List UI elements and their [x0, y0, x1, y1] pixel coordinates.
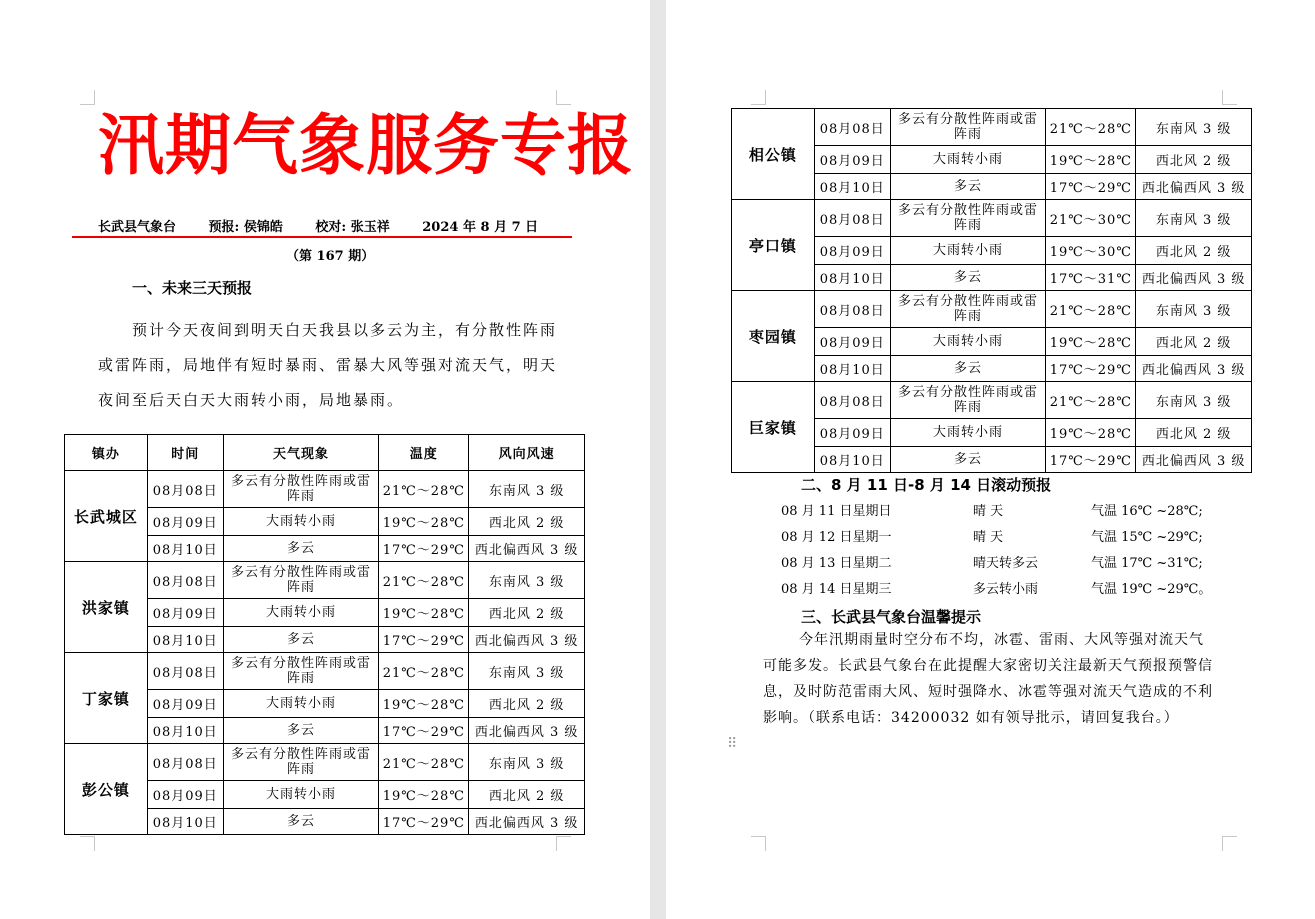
rolling-date: 08 月 13 日星期二	[781, 556, 892, 571]
date-cell: 08月08日	[147, 471, 223, 508]
date-cell: 08月10日	[147, 536, 223, 562]
date-cell: 08月09日	[147, 599, 223, 627]
town-name: 相公镇	[732, 109, 815, 200]
wind-cell: 西北风 2 级	[469, 599, 585, 627]
date-cell: 08月10日	[814, 356, 890, 382]
wind-cell: 东南风 3 级	[469, 744, 585, 781]
crop-mark	[80, 836, 95, 851]
weather-cell: 大雨转小雨	[890, 419, 1046, 447]
weather-cell: 多云有分散性阵雨或雷阵雨	[223, 653, 379, 690]
town-name: 洪家镇	[65, 562, 148, 653]
town-name: 巨家镇	[732, 382, 815, 473]
crop-mark	[556, 836, 571, 851]
warm-tip-paragraph: 今年汛期雨量时空分布不均，冰雹、雷雨、大风等强对流天气可能多发。长武县气象台在此提醒大家密切关注最新天气预报预警信息，及时防范雷雨大风、短时强降水、冰雹等强对流天气造成的不利影响。（联系电话：34200032 如有领导批示，请回复我台。）	[763, 632, 1213, 726]
temperature-cell: 19℃～30℃	[1046, 237, 1136, 265]
temperature-cell: 21℃～28℃	[379, 744, 469, 781]
wind-cell: 西北风 2 级	[1136, 419, 1252, 447]
section-2-heading: 二、8 月 11 日-8 月 14 日滚动预报	[801, 476, 1052, 494]
temperature-cell: 17℃～29℃	[379, 718, 469, 744]
temperature-cell: 21℃～30℃	[1046, 200, 1136, 237]
section-1-heading: 一、未来三天预报	[132, 279, 253, 297]
date-cell: 08月08日	[814, 109, 890, 146]
wind-cell: 西北风 2 级	[1136, 237, 1252, 265]
header-weather: 天气现象	[223, 435, 379, 471]
rolling-weather: 晴 天	[973, 530, 1004, 545]
report-date: 2024 年 8 月 7 日	[422, 220, 539, 235]
rolling-forecast-line	[781, 552, 1221, 572]
report-title: 汛期气象服务专报	[98, 106, 634, 184]
rolling-date: 08 月 11 日星期日	[781, 504, 892, 519]
table-row	[65, 653, 585, 690]
weather-cell: 多云	[890, 447, 1046, 473]
rolling-date: 08 月 12 日星期一	[781, 530, 892, 545]
rolling-temperature: 气温 19℃ ~29℃。	[1091, 582, 1212, 597]
date-cell: 08月08日	[147, 562, 223, 599]
wind-cell: 西北偏西风 3 级	[469, 536, 585, 562]
wind-cell: 西北偏西风 3 级	[1136, 356, 1252, 382]
date-cell: 08月10日	[147, 627, 223, 653]
date-cell: 08月09日	[814, 237, 890, 265]
table-row	[732, 291, 1252, 328]
town-name: 亭口镇	[732, 200, 815, 291]
weather-cell: 大雨转小雨	[890, 237, 1046, 265]
weather-cell: 大雨转小雨	[223, 781, 379, 809]
temperature-cell: 19℃～28℃	[1046, 328, 1136, 356]
town-name: 彭公镇	[65, 744, 148, 835]
temperature-cell: 19℃～28℃	[379, 781, 469, 809]
date-cell: 08月10日	[814, 265, 890, 291]
table-row	[732, 382, 1252, 419]
wind-cell: 东南风 3 级	[469, 471, 585, 508]
wind-cell: 西北偏西风 3 级	[469, 809, 585, 835]
wind-cell: 东南风 3 级	[1136, 382, 1252, 419]
town-name: 长武城区	[65, 471, 148, 562]
station-name: 长武县气象台	[98, 220, 177, 235]
forecast-table-1	[64, 434, 585, 835]
weather-cell: 多云有分散性阵雨或雷阵雨	[223, 562, 379, 599]
temperature-cell: 17℃～29℃	[379, 627, 469, 653]
temperature-cell: 17℃～29℃	[379, 809, 469, 835]
temperature-cell: 21℃～28℃	[379, 562, 469, 599]
weather-cell: 多云	[223, 718, 379, 744]
table-row	[65, 562, 585, 599]
date-cell: 08月09日	[814, 146, 890, 174]
wind-cell: 西北风 2 级	[469, 690, 585, 718]
rolling-forecast-line	[781, 526, 1221, 546]
crop-mark	[80, 90, 95, 105]
rolling-forecast-line	[781, 500, 1221, 520]
header-wind: 风向风速	[469, 435, 585, 471]
weather-cell: 多云	[890, 356, 1046, 382]
temperature-cell: 21℃～28℃	[1046, 109, 1136, 146]
wind-cell: 西北风 2 级	[1136, 328, 1252, 356]
table-header-row	[65, 435, 585, 471]
weather-cell: 多云有分散性阵雨或雷阵雨	[890, 291, 1046, 328]
weather-cell: 多云有分散性阵雨或雷阵雨	[890, 382, 1046, 419]
rolling-weather: 晴 天	[973, 504, 1004, 519]
date-cell: 08月08日	[147, 744, 223, 781]
wind-cell: 西北偏西风 3 级	[1136, 447, 1252, 473]
section-3-heading: 三、长武县气象台温馨提示	[801, 608, 982, 626]
wind-cell: 西北风 2 级	[1136, 146, 1252, 174]
wind-cell: 西北偏西风 3 级	[1136, 174, 1252, 200]
temperature-cell: 17℃～31℃	[1046, 265, 1136, 291]
wind-cell: 东南风 3 级	[469, 653, 585, 690]
temperature-cell: 19℃～28℃	[379, 508, 469, 536]
date-cell: 08月09日	[147, 508, 223, 536]
drag-handle-icon[interactable]: ⠿	[727, 736, 738, 752]
rolling-weather: 晴天转多云	[973, 556, 1039, 571]
crop-mark	[751, 90, 766, 105]
town-name: 丁家镇	[65, 653, 148, 744]
forecaster: 预报: 侯锦皓	[208, 220, 283, 235]
temperature-cell: 17℃～29℃	[379, 536, 469, 562]
red-rule	[72, 236, 572, 238]
weather-cell: 大雨转小雨	[223, 508, 379, 536]
temperature-cell: 19℃～28℃	[379, 690, 469, 718]
date-cell: 08月10日	[147, 809, 223, 835]
date-cell: 08月08日	[814, 291, 890, 328]
weather-cell: 多云有分散性阵雨或雷阵雨	[223, 744, 379, 781]
date-cell: 08月10日	[147, 718, 223, 744]
table-row	[65, 471, 585, 508]
rolling-forecast-line	[781, 578, 1221, 598]
wind-cell: 东南风 3 级	[1136, 109, 1252, 146]
weather-cell: 多云有分散性阵雨或雷阵雨	[223, 471, 379, 508]
wind-cell: 西北偏西风 3 级	[469, 627, 585, 653]
rolling-date: 08 月 14 日星期三	[781, 582, 892, 597]
header-town: 镇办	[65, 435, 148, 471]
crop-mark	[1222, 90, 1237, 105]
date-cell: 08月09日	[147, 690, 223, 718]
temperature-cell: 19℃～28℃	[1046, 419, 1136, 447]
weather-cell: 多云	[890, 265, 1046, 291]
weather-cell: 多云有分散性阵雨或雷阵雨	[890, 200, 1046, 237]
date-cell: 08月09日	[814, 328, 890, 356]
date-cell: 08月08日	[147, 653, 223, 690]
weather-cell: 多云	[223, 627, 379, 653]
weather-cell: 大雨转小雨	[890, 146, 1046, 174]
issue-number: （第 167 期）	[286, 249, 375, 264]
header-temperature: 温度	[379, 435, 469, 471]
rolling-temperature: 气温 15℃ ~29℃;	[1091, 530, 1203, 545]
wind-cell: 西北偏西风 3 级	[469, 718, 585, 744]
crop-mark	[1222, 836, 1237, 851]
weather-cell: 多云	[223, 809, 379, 835]
temperature-cell: 17℃～29℃	[1046, 174, 1136, 200]
table-row	[732, 109, 1252, 146]
date-cell: 08月08日	[814, 382, 890, 419]
rolling-temperature: 气温 17℃ ~31℃;	[1091, 556, 1203, 571]
weather-cell: 多云	[890, 174, 1046, 200]
checker: 校对: 张玉祥	[315, 220, 390, 235]
temperature-cell: 21℃～28℃	[1046, 382, 1136, 419]
wind-cell: 西北偏西风 3 级	[1136, 265, 1252, 291]
date-cell: 08月08日	[814, 200, 890, 237]
date-cell: 08月09日	[814, 419, 890, 447]
date-cell: 08月10日	[814, 447, 890, 473]
town-name: 枣园镇	[732, 291, 815, 382]
weather-cell: 大雨转小雨	[223, 690, 379, 718]
forecast-table-2	[731, 108, 1252, 473]
section-1-paragraph: 预计今天夜间到明天白天我县以多云为主，有分散性阵雨或雷阵雨，局地伴有短时暴雨、雷暴大风等强对流天气，明天夜间至后天白天大雨转小雨，局地暴雨。	[98, 321, 558, 409]
wind-cell: 东南风 3 级	[1136, 291, 1252, 328]
wind-cell: 西北风 2 级	[469, 508, 585, 536]
rolling-temperature: 气温 16℃ ~28℃;	[1091, 504, 1203, 519]
weather-cell: 多云	[223, 536, 379, 562]
temperature-cell: 21℃～28℃	[1046, 291, 1136, 328]
wind-cell: 东南风 3 级	[1136, 200, 1252, 237]
temperature-cell: 21℃～28℃	[379, 653, 469, 690]
wind-cell: 东南风 3 级	[469, 562, 585, 599]
rolling-weather: 多云转小雨	[973, 582, 1039, 597]
temperature-cell: 19℃～28℃	[379, 599, 469, 627]
temperature-cell: 17℃～29℃	[1046, 356, 1136, 382]
table-row	[65, 744, 585, 781]
table-row	[732, 200, 1252, 237]
temperature-cell: 19℃～28℃	[1046, 146, 1136, 174]
wind-cell: 西北风 2 级	[469, 781, 585, 809]
header-date: 时间	[147, 435, 223, 471]
weather-cell: 多云有分散性阵雨或雷阵雨	[890, 109, 1046, 146]
date-cell: 08月10日	[814, 174, 890, 200]
byline	[98, 216, 566, 235]
weather-cell: 大雨转小雨	[890, 328, 1046, 356]
weather-cell: 大雨转小雨	[223, 599, 379, 627]
crop-mark	[751, 836, 766, 851]
temperature-cell: 21℃～28℃	[379, 471, 469, 508]
date-cell: 08月09日	[147, 781, 223, 809]
temperature-cell: 17℃～29℃	[1046, 447, 1136, 473]
